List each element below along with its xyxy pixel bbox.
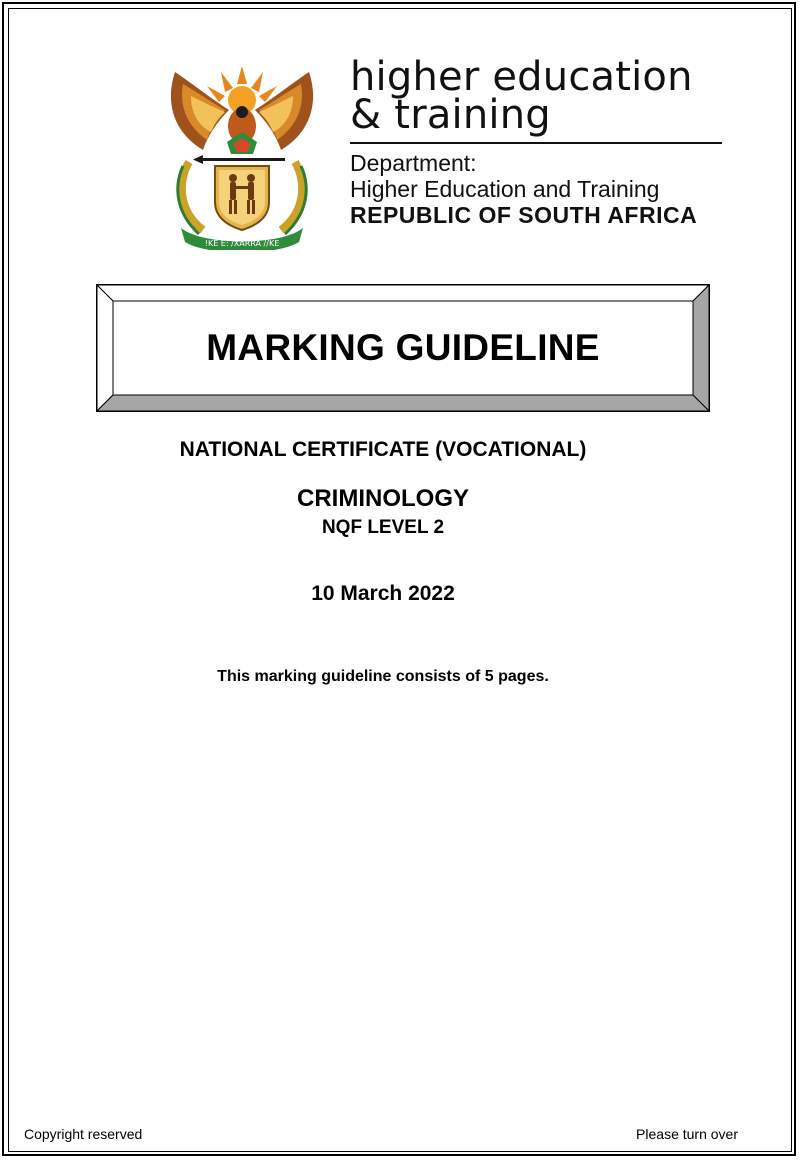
title-frame bbox=[96, 284, 710, 412]
department-block bbox=[350, 54, 730, 228]
brand-divider bbox=[350, 142, 722, 144]
brand-line-2: & training bbox=[350, 92, 551, 138]
subject-name: CRIMINOLOGY bbox=[297, 485, 469, 512]
coat-of-arms-logo bbox=[163, 62, 321, 250]
department-name: Higher Education and Training bbox=[350, 176, 660, 202]
brand-line-1: higher education bbox=[350, 54, 693, 100]
turn-over-notice: Please turn over bbox=[636, 1126, 738, 1142]
country-name: REPUBLIC OF SOUTH AFRICA bbox=[350, 202, 698, 228]
certificate-name: NATIONAL CERTIFICATE (VOCATIONAL) bbox=[179, 438, 587, 461]
page-count-note: This marking guideline consists of 5 pages. bbox=[217, 668, 549, 685]
nqf-level: NQF LEVEL 2 bbox=[321, 517, 445, 538]
copyright-notice: Copyright reserved bbox=[24, 1126, 143, 1142]
exam-date: 10 March 2022 bbox=[311, 582, 455, 605]
motto-text: !KE E: /XARRA //KE bbox=[204, 239, 280, 248]
document-title: MARKING GUIDELINE bbox=[206, 327, 600, 368]
department-label: Department: bbox=[350, 150, 477, 176]
